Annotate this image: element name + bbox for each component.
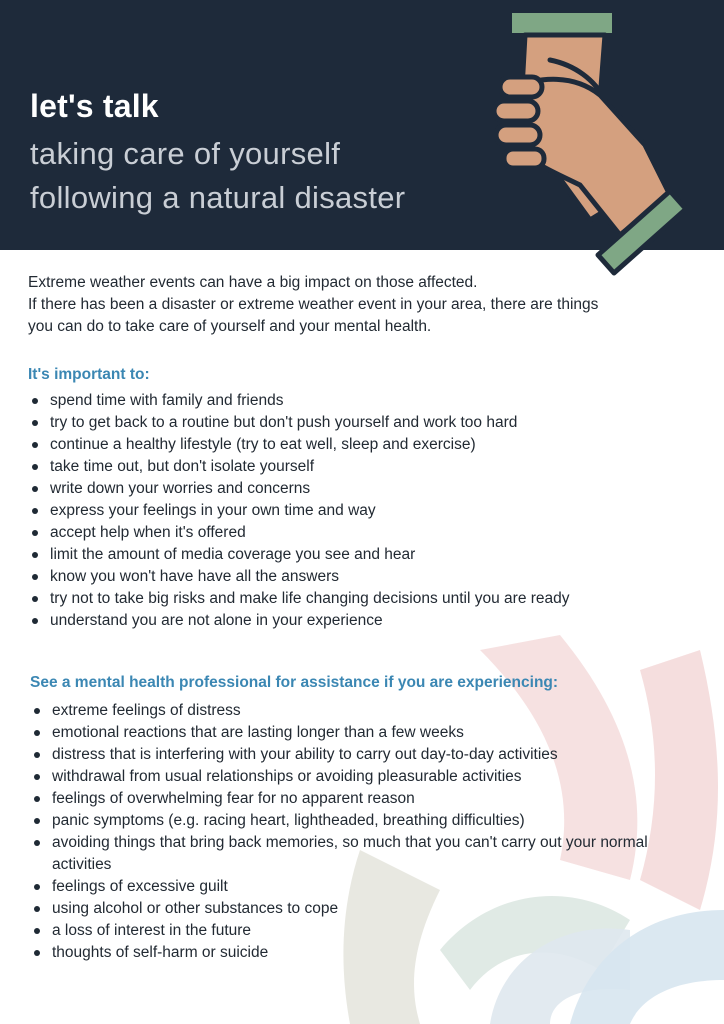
list-item: emotional reactions that are lasting longer than a few weeks (30, 722, 698, 744)
list-item: try not to take big risks and make life changing decisions until you are ready (28, 588, 698, 610)
list-item: express your feelings in your own time and way (28, 500, 698, 522)
professional-heading: See a mental health professional for assistance if you are experiencing: (30, 674, 559, 691)
list-item: know you won't have have all the answers (28, 566, 698, 588)
list-item: a loss of interest in the future (30, 920, 698, 942)
page-title: let's talk (30, 88, 159, 124)
professional-list (28, 700, 698, 964)
list-item: spend time with family and friends (28, 390, 698, 412)
list-item: thoughts of self-harm or suicide (30, 942, 698, 964)
finger-2 (494, 101, 538, 121)
intro-line-3: you can do to take care of yourself and your mental health. (28, 318, 432, 335)
main-content (28, 272, 698, 964)
finger-1 (500, 77, 542, 97)
list-item: write down your worries and concerns (28, 478, 698, 500)
subtitle-line-2: following a natural disaster (30, 180, 406, 215)
list-item: avoiding things that bring back memories, so much that you can't carry out your normal activities (30, 832, 698, 876)
finger-4 (504, 149, 544, 168)
important-heading: It's important to: (28, 366, 150, 383)
handshake-icon (480, 5, 700, 290)
header-banner (0, 0, 724, 250)
top-cuff-shape (512, 13, 612, 33)
list-item: limit the amount of media coverage you see and hear (28, 544, 698, 566)
list-item: feelings of excessive guilt (30, 876, 698, 898)
list-item: take time out, but don't isolate yourself (28, 456, 698, 478)
intro-line-1: Extreme weather events can have a big impact on those affected. (28, 274, 478, 291)
list-item: understand you are not alone in your experience (28, 610, 698, 632)
list-item: try to get back to a routine but don't push yourself and work too hard (28, 412, 698, 434)
subtitle-line-1: taking care of yourself (30, 136, 341, 171)
list-item: extreme feelings of distress (30, 700, 698, 722)
page-subtitle (30, 132, 405, 220)
list-item: panic symptoms (e.g. racing heart, lightheaded, breathing difficulties) (30, 810, 698, 832)
list-item: continue a healthy lifestyle (try to eat well, sleep and exercise) (28, 434, 698, 456)
list-item: accept help when it's offered (28, 522, 698, 544)
intro-line-2: If there has been a disaster or extreme weather event in your area, there are things (28, 296, 599, 313)
list-item: withdrawal from usual relationships or avoiding pleasurable activities (30, 766, 698, 788)
list-item: distress that is interfering with your ability to carry out day-to-day activities (30, 744, 698, 766)
intro-paragraph (28, 272, 698, 338)
list-item: feelings of overwhelming fear for no apparent reason (30, 788, 698, 810)
finger-3 (496, 125, 540, 145)
list-item: using alcohol or other substances to cope (30, 898, 698, 920)
important-list (28, 390, 698, 632)
